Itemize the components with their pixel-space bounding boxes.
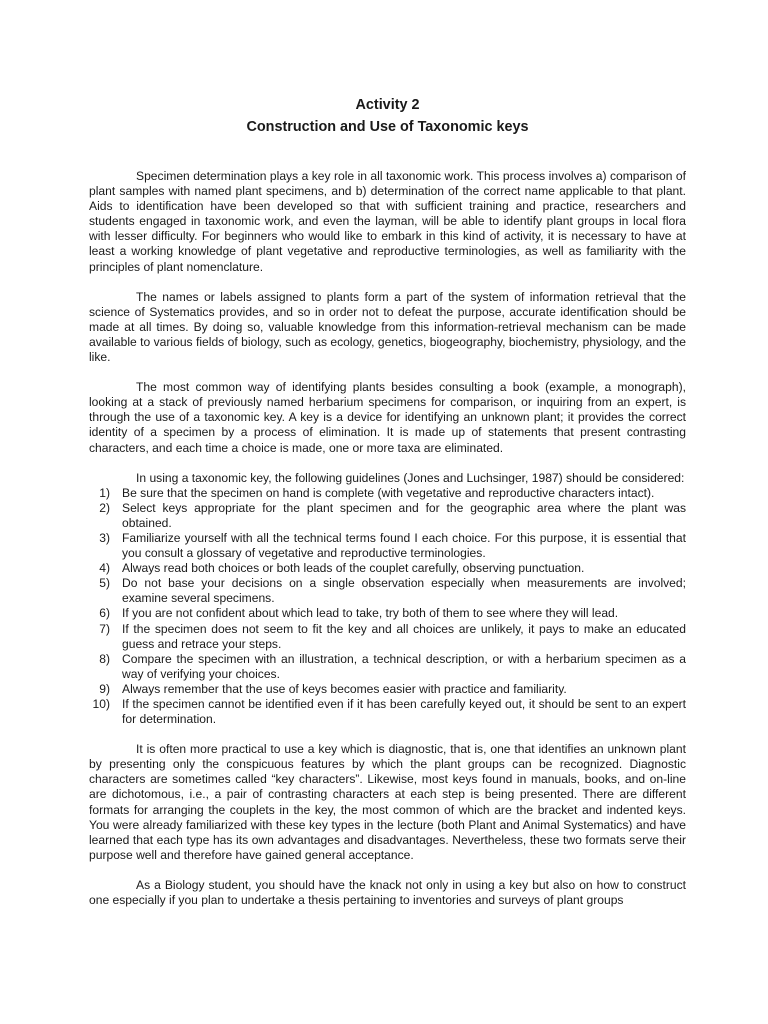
list-item-text: If the specimen cannot be identified even if it has been carefully keyed out, it should be sent to an expert for determination. <box>122 697 686 727</box>
paragraph-guidelines-intro: In using a taxonomic key, the following guidelines (Jones and Luchsinger, 1987) should be considered: <box>136 470 685 485</box>
list-item-number: 1) <box>99 485 110 500</box>
list-item <box>89 531 686 561</box>
list-item-number: 9) <box>99 681 110 696</box>
list-item <box>89 486 686 501</box>
list-item-text: If the specimen does not seem to fit the key and all choices are unlikely, it pays to make an educated guess and retrace your steps. <box>122 621 686 651</box>
list-item <box>89 697 686 727</box>
list-item-number: 6) <box>99 606 110 621</box>
list-item-number: 8) <box>99 651 110 666</box>
list-item-number: 2) <box>99 500 110 515</box>
list-item-number: 4) <box>99 561 110 576</box>
title-block <box>89 0 686 138</box>
list-item-text: Always read both choices or both leads of the couplet carefully, observing punctuation. <box>122 561 585 576</box>
paragraph-diagnostic-keys: It is often more practical to use a key which is diagnostic, that is, one that identifies an unknown plant by presenting only the conspicuous features by which the plant groups can be recognized. Diagnostic characters are sometimes called “key characters”. Likewise, most keys found in manuals, books, and on-line are dichotomous, i.e., a pair of contrasting characters at each step is being presented. There are different formats for arranging the couplets in the key, the most common of which are the bracket and indented keys. You were already familiarized with these key types in the lecture (both Plant and Animal Systematics) and have learned that each type has its own advantages and disadvantages. Nevertheless, these two formats serve their purpose well and therefore have gained general acceptance. <box>89 742 686 862</box>
list-item-number: 7) <box>99 621 110 636</box>
list-item-text: Select keys appropriate for the plant specimen and for the geographic area where the plant was obtained. <box>122 500 686 530</box>
activity-number: Activity 2 <box>355 97 420 113</box>
list-item <box>89 652 686 682</box>
paragraph-names: The names or labels assigned to plants form a part of the system of information retrieval that the science of Systematics provides, and so in order not to defeat the purpose, accurate identification should be made at all times. By doing so, valuable knowledge from this information-retrieval mechanism can be made available to various fields of biology, such as ecology, genetics, biogeography, biochemistry, physiology, and the like. <box>89 289 686 365</box>
paragraph-identification: The most common way of identifying plants besides consulting a book (example, a monograph), looking at a stack of previously named herbarium specimens for comparison, or inquiring from an expert, is through the use of a taxonomic key. A key is a device for identifying an unknown plant; it provides the correct identity of a specimen by a process of elimination. It is made up of statements that present contrasting characters, and each time a choice is made, one or more taxa are eliminated. <box>89 380 686 455</box>
list-item-number: 5) <box>99 576 110 591</box>
list-item <box>89 622 686 652</box>
list-item-number: 10) <box>92 697 110 711</box>
list-item-text: Familiarize yourself with all the technical terms found I each choice. For this purpose, it is essential that you consult a glossary of vegetative and reproductive terminologies. <box>122 530 686 561</box>
list-item-text: Be sure that the specimen on hand is complete (with vegetative and reproductive characters intact). <box>122 485 655 500</box>
paragraph-construct-key: As a Biology student, you should have the knack not only in using a key but also on how to construct one especially if you plan to undertake a thesis pertaining to inventories and surveys of plant groups <box>89 877 686 908</box>
list-item-text: Always remember that the use of keys becomes easier with practice and familiarity. <box>122 681 567 696</box>
list-item <box>89 606 686 621</box>
list-item-text: Compare the specimen with an illustration, a technical description, or with a herbarium specimen as a way of verifying your choices. <box>122 651 686 681</box>
paragraph-intro: Specimen determination plays a key role in all taxonomic work. This process involves a) comparison of plant samples with named plant specimens, and b) determination of the correct name applicable to that plant. Aids to identification have been developed so that with sufficient training and practice, researchers and students engaged in taxonomic work, and even the layman, will be able to identify plant groups in local flora with lesser difficulty. For beginners who would like to embark in this kind of activity, it is necessary to have at least a working knowledge of plant vegetative and reproductive terminologies, as well as familiarity with the principles of plant nomenclature. <box>89 169 686 274</box>
list-item <box>89 561 686 576</box>
list-item-number: 3) <box>99 530 110 545</box>
list-item <box>89 501 686 531</box>
list-item-text: If you are not confident about which lead to take, try both of them to see where they will lead. <box>122 606 619 621</box>
list-item <box>89 576 686 606</box>
guidelines-list <box>89 486 686 728</box>
list-item-text: Do not base your decisions on a single observation especially when measurements are involved; examine several specimens. <box>122 576 686 606</box>
activity-title: Construction and Use of Taxonomic keys <box>246 119 529 135</box>
list-item <box>89 682 686 697</box>
document-body <box>89 169 686 908</box>
